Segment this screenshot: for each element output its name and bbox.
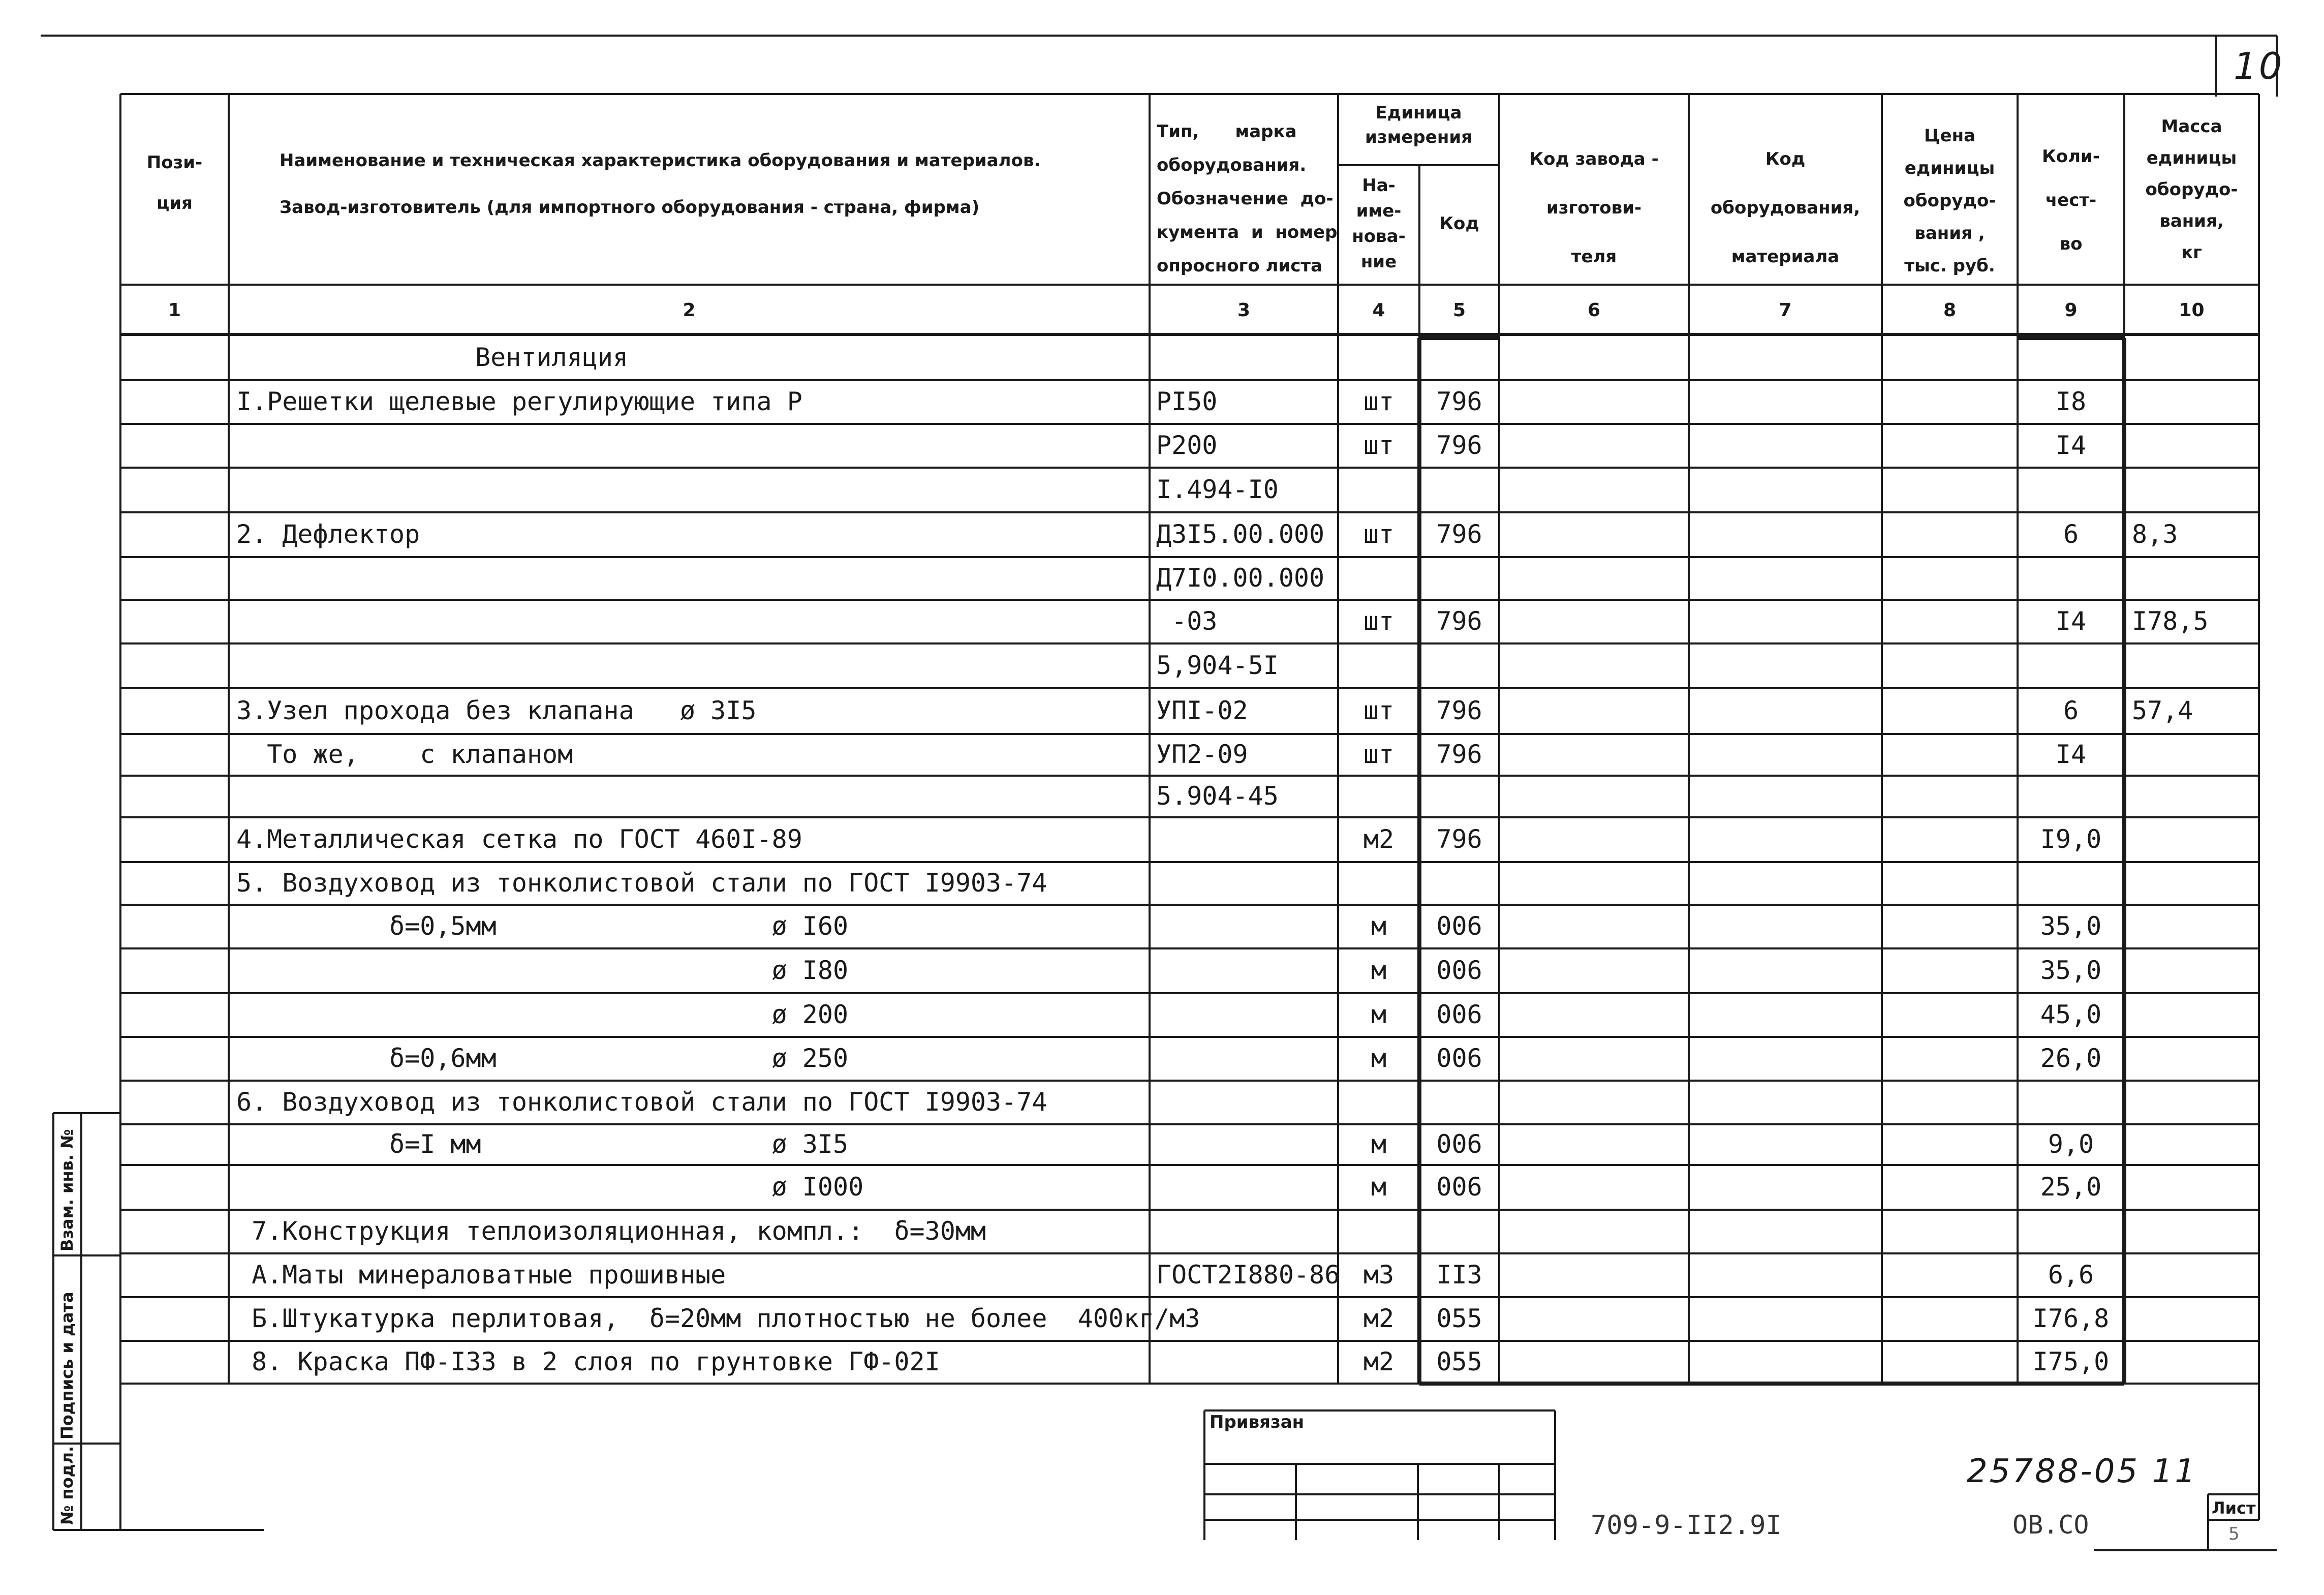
column-number: 8: [1943, 300, 1957, 321]
header-type: Тип, марка оборудования. Обозначение до- кумента и номер опросного листа: [1157, 121, 1338, 276]
cell-name: 4.Металлическая сетка по ГОСТ 460I-89: [236, 824, 802, 854]
cell-qty: 45,0: [2040, 1000, 2102, 1029]
cell-qty: 35,0: [2040, 956, 2102, 985]
cell-mass: 8,3: [2132, 519, 2178, 549]
cell-unit: шт: [1363, 431, 1395, 460]
cell-code: 006: [1436, 956, 1482, 985]
cell-code: 006: [1436, 1172, 1482, 1202]
cell-type: -03: [1156, 606, 1218, 636]
sheet-number: 5: [2228, 1524, 2240, 1544]
cell-name: 8. Краска ПФ-I33 в 2 слоя по грунтовке ГФ-02I: [236, 1347, 940, 1376]
cell-qty: 25,0: [2040, 1172, 2102, 1202]
cell-name: То же, с клапаном: [236, 740, 573, 769]
section-code: ОВ.СО: [2012, 1510, 2089, 1540]
cell-unit: м2: [1363, 824, 1395, 854]
cell-qty: I75,0: [2032, 1347, 2110, 1376]
cell-qty: 35,0: [2040, 911, 2102, 941]
cell-unit: м: [1371, 911, 1387, 941]
cell-unit: шт: [1363, 696, 1395, 725]
cell-code: 796: [1436, 824, 1482, 854]
column-number: 7: [1779, 300, 1792, 321]
cell-code: 006: [1436, 911, 1482, 941]
cell-name: А.Маты минераловатные прошивные: [236, 1260, 726, 1290]
column-number: 5: [1452, 300, 1466, 321]
sheet-mark: 10: [2234, 45, 2284, 87]
side-label-original: № подл.: [57, 1446, 77, 1525]
header-mass: Масса единицы оборудо- вания, кг: [2145, 116, 2238, 263]
document-code: 709-9-II2.9I: [1591, 1510, 1782, 1541]
handwritten-number: 25788-05 11: [1967, 1453, 2197, 1490]
column-number: 4: [1372, 300, 1385, 321]
cell-name: 7.Конструкция теплоизоляционная, компл.: δ=30мм: [236, 1216, 986, 1246]
cell-code: 055: [1436, 1347, 1482, 1376]
cell-code: 796: [1436, 387, 1482, 416]
cell-unit: шт: [1363, 740, 1395, 769]
cell-code: 006: [1436, 1044, 1482, 1073]
cell-qty: 6,6: [2048, 1260, 2094, 1290]
cell-type: УП2-09: [1156, 740, 1248, 769]
cell-unit: м2: [1363, 1347, 1395, 1376]
cell-unit: шт: [1363, 387, 1395, 416]
cell-name: I.Решетки щелевые регулирующие типа Р: [236, 387, 802, 416]
cell-name: Вентиляция: [475, 343, 629, 372]
cell-code: 796: [1436, 606, 1482, 636]
header-name: Наименование и техническая характеристика оборудования и материалов. Завод-изготовитель (для импортного оборудования - страна, фирма): [280, 150, 1041, 218]
header-equipment-code: Код оборудования, материала: [1710, 149, 1861, 267]
cell-qty: I8: [2055, 387, 2087, 416]
header-unit-group: Единица измерения: [1365, 103, 1472, 147]
cell-name: ø 200: [236, 1000, 849, 1029]
cell-type: P200: [1156, 431, 1218, 460]
cell-name: 2. Дефлектор: [236, 519, 420, 549]
cell-qty: I4: [2055, 740, 2087, 769]
cell-name: ø I80: [236, 956, 849, 985]
cell-qty: I76,8: [2032, 1304, 2110, 1333]
header-price: Цена единицы оборудо- вания , тыс. руб.: [1903, 126, 1996, 276]
side-label-signature: Подпись и дата: [57, 1292, 77, 1439]
header-position: Пози- ция: [146, 152, 203, 213]
sheet-label: Лист: [2212, 1498, 2256, 1518]
cell-unit: шт: [1363, 519, 1395, 549]
cell-type: УПI-02: [1156, 696, 1248, 725]
cell-name: 5. Воздуховод из тонколистовой стали по ГОСТ I9903-74: [236, 868, 1047, 898]
cell-qty: 6: [2063, 519, 2079, 549]
cell-unit: м: [1371, 956, 1387, 985]
cell-mass: I78,5: [2132, 606, 2209, 636]
cell-unit: м2: [1363, 1304, 1395, 1333]
cell-code: 796: [1436, 519, 1482, 549]
cell-code: 796: [1436, 740, 1482, 769]
column-number: 6: [1587, 300, 1601, 321]
cell-unit: м3: [1363, 1260, 1395, 1290]
column-number: 10: [2179, 300, 2205, 321]
cell-qty: I4: [2055, 606, 2087, 636]
cell-qty: 9,0: [2048, 1129, 2094, 1159]
cell-name: 6. Воздуховод из тонколистовой стали по ГОСТ I9903-74: [236, 1087, 1047, 1117]
column-number: 9: [2064, 300, 2078, 321]
cell-name: δ=I мм ø 3I5: [236, 1129, 849, 1159]
cell-name: δ=0,5мм ø I60: [236, 911, 849, 941]
column-number: 2: [683, 300, 696, 321]
cell-type: ГОСТ2I880-86: [1156, 1260, 1340, 1290]
cell-code: 796: [1436, 696, 1482, 725]
header-unit-code: Код: [1439, 213, 1479, 234]
cell-type: PI50: [1156, 387, 1218, 416]
cell-type: Д7I0.00.000: [1156, 563, 1325, 593]
cell-code: 006: [1436, 1129, 1482, 1159]
header-quantity: Коли- чест- во: [2042, 146, 2100, 254]
cell-unit: м: [1371, 1172, 1387, 1202]
cell-code: 796: [1436, 431, 1482, 460]
cell-unit: м: [1371, 1000, 1387, 1029]
header-unit-name: На- име- нова- ние: [1352, 175, 1406, 272]
stamp-label: Привязан: [1210, 1412, 1305, 1432]
cell-code: II3: [1436, 1260, 1482, 1290]
cell-type: Д3I5.00.000: [1156, 519, 1325, 549]
cell-code: 055: [1436, 1304, 1482, 1333]
cell-mass: 57,4: [2132, 696, 2193, 725]
cell-name: Б.Штукатурка перлитовая, δ=20мм плотностью не более 400кг/м3: [236, 1304, 1200, 1333]
side-label-replacement: Взам. инв. №: [57, 1129, 77, 1251]
cell-unit: м: [1371, 1044, 1387, 1073]
cell-name: ø I000: [236, 1172, 864, 1202]
column-number: 1: [168, 300, 181, 321]
cell-qty: I9,0: [2040, 824, 2102, 854]
cell-type: 5.904-45: [1156, 781, 1279, 811]
cell-unit: шт: [1363, 606, 1395, 636]
cell-qty: 6: [2063, 696, 2079, 725]
cell-qty: I4: [2055, 431, 2087, 460]
cell-name: δ=0,6мм ø 250: [236, 1044, 849, 1073]
cell-name: 3.Узел прохода без клапана ø 3I5: [236, 696, 757, 725]
cell-code: 006: [1436, 1000, 1482, 1029]
cell-qty: 26,0: [2040, 1044, 2102, 1073]
cell-type: 5,904-5I: [1156, 651, 1279, 680]
cell-type: I.494-I0: [1156, 475, 1279, 504]
header-factory-code: Код завода - изготови- теля: [1529, 149, 1659, 267]
cell-unit: м: [1371, 1129, 1387, 1159]
column-number: 3: [1237, 300, 1251, 321]
